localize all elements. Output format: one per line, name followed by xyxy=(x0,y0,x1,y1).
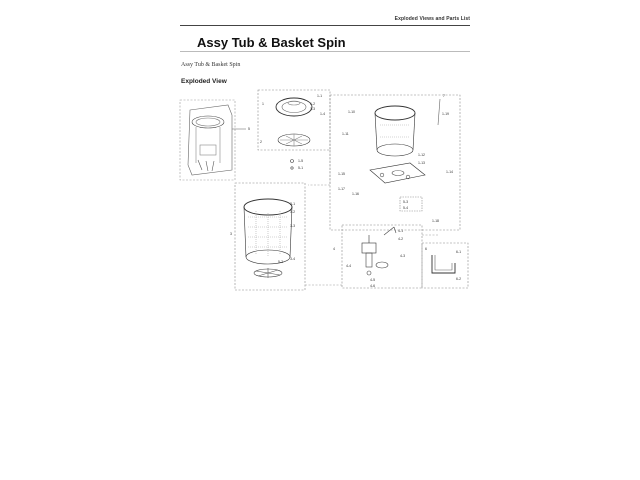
callout-1-1: 1-1 xyxy=(317,94,323,98)
callout-4-6: 4-6 xyxy=(370,284,376,288)
callout-1-17: 1-17 xyxy=(338,187,346,191)
callout-1-19: 1-19 xyxy=(442,112,450,116)
callout-5-1: 5-1 xyxy=(298,166,304,170)
callout-5: 5 xyxy=(248,127,250,131)
pulsator-blade xyxy=(254,268,282,278)
callout-1-16: 1-16 xyxy=(352,192,360,196)
basket-spin-drum xyxy=(244,199,292,264)
callout-3-4: 3-4 xyxy=(290,257,296,261)
callout-1-3: 1-3 xyxy=(310,107,316,111)
clutch-assembly xyxy=(362,227,396,275)
drain-hose xyxy=(432,255,455,273)
outer-tub xyxy=(375,106,415,156)
callout-5-3: 5-3 xyxy=(403,200,409,204)
group-drain-hose xyxy=(422,243,468,288)
callout-3-2: 3-2 xyxy=(290,210,296,214)
overview-illustration xyxy=(180,100,235,180)
tub-cover-ring xyxy=(276,98,312,116)
callout-4-2: 4-2 xyxy=(398,237,404,241)
callout-1-4: 1-4 xyxy=(320,112,326,116)
page-subtitle: Assy Tub & Basket Spin xyxy=(181,62,241,68)
page-title: Assy Tub & Basket Spin xyxy=(197,35,346,50)
callout-1-15: 1-15 xyxy=(338,172,346,176)
callout-6-2: 6-2 xyxy=(456,277,462,281)
callout-5-2: 5-2 xyxy=(278,260,284,264)
header-running-title: Exploded Views and Parts List xyxy=(394,16,470,22)
callout-1-10: 1-10 xyxy=(348,110,356,114)
callout-3-1: 3-1 xyxy=(290,202,296,206)
callout-1-11: 1-11 xyxy=(342,132,349,136)
callout-1-13: 1-13 xyxy=(418,161,426,165)
callout-3-3: 3-3 xyxy=(290,224,296,228)
exploded-view-diagram xyxy=(170,85,470,295)
callout-4: 4 xyxy=(333,247,335,251)
callout-1-14: 1-14 xyxy=(446,170,454,174)
tub-base-bracket xyxy=(370,163,425,183)
group-clutch-assy xyxy=(342,225,422,288)
header-rule xyxy=(180,25,470,26)
callout-1-5: 1-5 xyxy=(298,159,304,163)
callout-3: 3 xyxy=(230,232,232,236)
callout-4-1: 4-1 xyxy=(398,229,404,233)
pulsator-filter xyxy=(278,134,310,146)
callout-6-1: 6-1 xyxy=(456,250,462,254)
section-heading: Exploded View xyxy=(181,78,227,85)
group-outer-tub xyxy=(330,95,460,230)
callout-4-5: 4-5 xyxy=(370,278,376,282)
callout-2: 2 xyxy=(260,140,262,144)
callout-1: 1 xyxy=(262,102,264,106)
callout-1-2: 1-2 xyxy=(310,102,316,106)
callout-1-18: 1-18 xyxy=(432,219,440,223)
callout-1-12: 1-12 xyxy=(418,153,426,157)
callout-7: 7 xyxy=(443,94,445,98)
callout-5-4: 5-4 xyxy=(403,206,409,210)
title-rule xyxy=(180,51,470,52)
callout-4-3: 4-3 xyxy=(400,254,406,258)
callout-6: 6 xyxy=(425,247,427,251)
callout-4-4: 4-4 xyxy=(346,264,352,268)
